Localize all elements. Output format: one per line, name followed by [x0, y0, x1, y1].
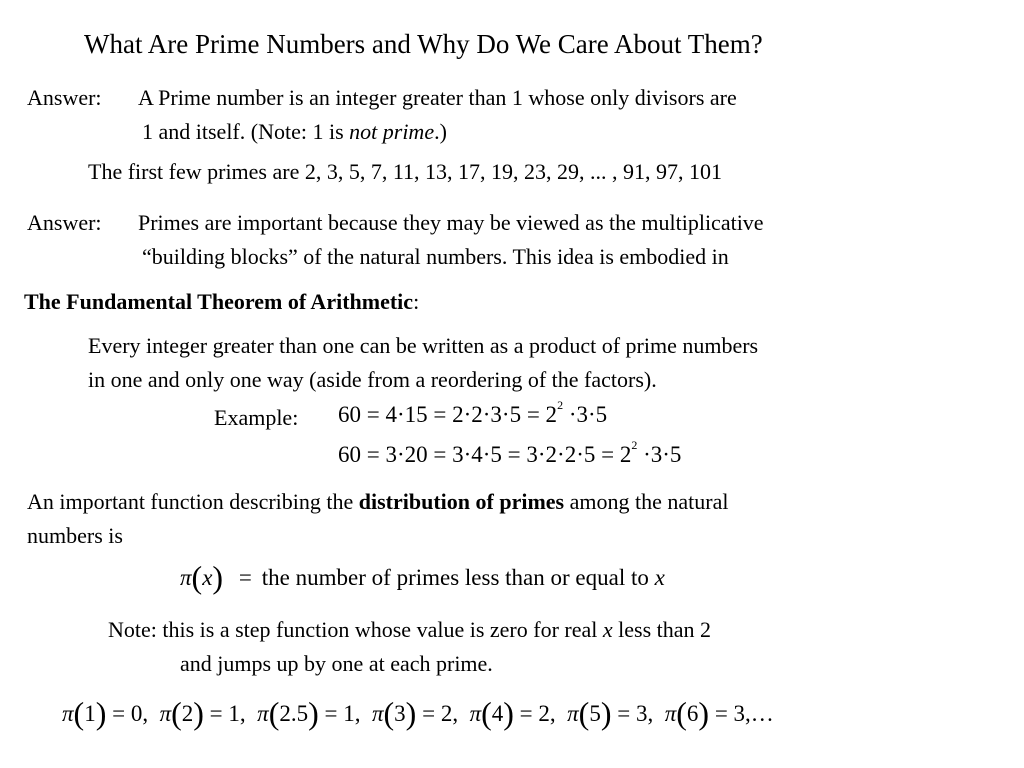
note-line1	[108, 616, 711, 644]
pi-value-result: 1,	[343, 701, 361, 726]
pi-value-item: π(6) = 3,…	[664, 695, 774, 731]
distribution-line2: numbers is	[27, 523, 123, 548]
example-label: Example:	[214, 405, 299, 430]
theorem-heading	[24, 288, 419, 316]
note-line2: and jumps up by one at each prime.	[180, 651, 493, 676]
pi-definition-text: the number of primes less than or equal to	[261, 565, 655, 590]
pi-lparen: (	[191, 559, 203, 595]
pi-value-result: 0,	[130, 701, 149, 726]
example-equation-2	[338, 440, 681, 470]
example-eq1-tail: ·3·5	[563, 402, 608, 427]
pi-value-arg: 5	[589, 701, 601, 726]
pi-value-item: π(4) = 2,	[469, 695, 556, 731]
distribution-intro: An important function describing the	[27, 489, 359, 514]
pi-value-arg: 2	[181, 701, 194, 726]
not-prime-emphasis: not prime	[349, 119, 435, 144]
pi-value-item: π(2) = 1,	[159, 695, 246, 731]
example-eq2-exponent: 2	[631, 438, 638, 452]
example-eq1-exponent: 2	[557, 398, 564, 412]
pi-value-item: π(2.5) = 1,	[257, 695, 361, 731]
pi-definition-x: x	[654, 565, 665, 590]
note-line1-text: Note: this is a step function whose value is zero for real	[108, 617, 603, 642]
pi-value-item: π(5) = 3,	[567, 695, 654, 731]
answer2-line1: Primes are important because they may be viewed as the multiplicative	[138, 210, 764, 235]
answer2-label: Answer:	[27, 210, 102, 235]
pi-value-result: 1,	[228, 701, 246, 726]
pi-value-result: 2,	[538, 701, 556, 726]
pi-value-arg: 4	[491, 701, 504, 726]
pi-value-arg: 2.5	[279, 701, 309, 726]
note-x: x	[602, 617, 613, 642]
slide-title: What Are Prime Numbers and Why Do We Care About Them?	[84, 29, 763, 59]
pi-value-result: 3,	[635, 701, 654, 726]
answer1-line2-close: .)	[434, 119, 447, 144]
pi-values-row	[62, 695, 774, 731]
pi-arg-x: x	[202, 565, 213, 590]
answer1-line2-text: 1 and itself. (Note: 1 is	[142, 119, 350, 144]
pi-value-item: π(1) = 0,	[62, 695, 149, 731]
pi-equals: =	[238, 565, 252, 590]
distribution-line1	[27, 488, 728, 516]
answer1-label: Answer:	[27, 85, 102, 110]
example-equation-1	[338, 400, 607, 430]
pi-value-arg: 1	[84, 701, 96, 726]
pi-value-result: 3,…	[733, 701, 774, 726]
pi-definition	[180, 559, 665, 595]
distribution-of-primes-bold: distribution of primes	[358, 489, 565, 514]
distribution-rest: among the natural	[564, 489, 729, 514]
example-eq1-main: 60 = 4·15 = 2·2·3·5 = 2	[338, 402, 558, 427]
pi-value-item: π(3) = 2,	[371, 695, 459, 731]
pi-rparen: )	[212, 559, 224, 595]
pi-symbol: π	[180, 565, 192, 590]
theorem-colon: :	[413, 289, 420, 314]
first-primes-list: The first few primes are 2, 3, 5, 7, 11, 13, 17, 19, 23, 29, ... , 91, 97, 101	[88, 159, 723, 184]
note-line1-end: less than 2	[612, 617, 712, 642]
answer1-line1: A Prime number is an integer greater than 1 whose only divisors are	[138, 85, 737, 110]
theorem-statement-line2: in one and only one way (aside from a reordering of the factors).	[88, 367, 657, 392]
example-eq2-tail: ·3·5	[637, 442, 682, 467]
pi-value-arg: 3	[394, 701, 406, 726]
theorem-name: The Fundamental Theorem of Arithmetic	[24, 289, 414, 314]
answer2-line2: “building blocks” of the natural numbers. This idea is embodied in	[142, 244, 729, 269]
answer1-line2	[142, 118, 447, 146]
pi-value-result: 2,	[440, 701, 459, 726]
pi-value-arg: 6	[686, 701, 699, 726]
example-eq2-main: 60 = 3·20 = 3·4·5 = 3·2·2·5 = 2	[338, 442, 632, 467]
theorem-statement-line1: Every integer greater than one can be written as a product of prime numbers	[88, 333, 759, 358]
